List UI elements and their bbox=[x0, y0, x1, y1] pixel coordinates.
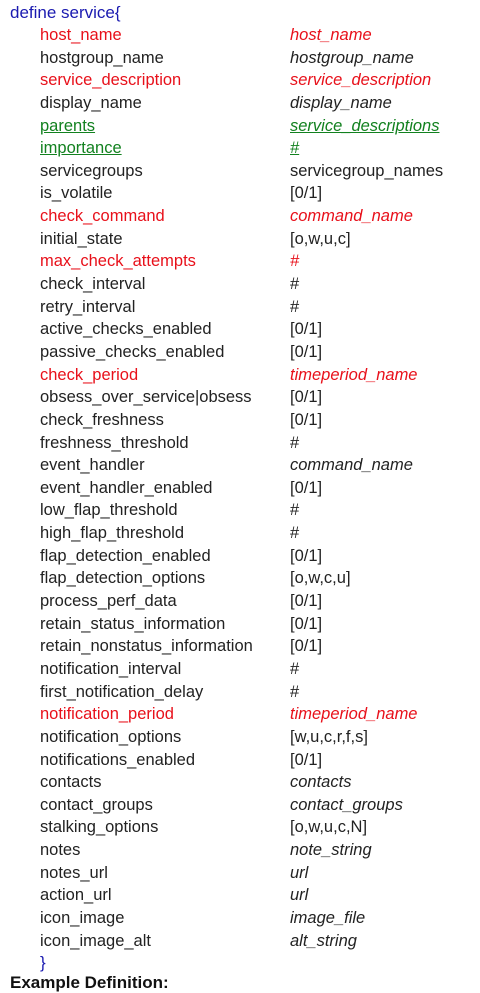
directive-value: url bbox=[290, 863, 309, 882]
directive-name: notes_url bbox=[40, 863, 108, 882]
directive-name[interactable]: parents bbox=[40, 116, 96, 135]
directive-row bbox=[0, 92, 480, 115]
directive-value: [0/1] bbox=[290, 478, 323, 497]
directive-list bbox=[0, 24, 480, 952]
directive-value: # bbox=[290, 682, 300, 701]
directive-row bbox=[0, 137, 480, 160]
directive-row bbox=[0, 318, 480, 341]
directive-name: flap_detection_enabled bbox=[40, 546, 211, 565]
directive-row bbox=[0, 590, 480, 613]
directive-name: display_name bbox=[40, 93, 142, 112]
definition-header: define service{ bbox=[10, 3, 121, 22]
directive-row bbox=[0, 930, 480, 953]
directive-name: check_command bbox=[40, 207, 165, 226]
directive-value: command_name bbox=[290, 456, 413, 475]
directive-row bbox=[0, 794, 480, 817]
directive-name: check_period bbox=[40, 365, 139, 384]
directive-value: # bbox=[290, 659, 300, 678]
example-definition-heading: Example Definition: bbox=[10, 973, 169, 992]
directive-value: timeperiod_name bbox=[290, 705, 418, 724]
directive-name: active_checks_enabled bbox=[40, 320, 212, 339]
directive-row bbox=[0, 499, 480, 522]
directive-value: [w,u,c,r,f,s] bbox=[290, 727, 368, 746]
directive-row bbox=[0, 228, 480, 251]
directive-value: [0/1] bbox=[290, 342, 323, 361]
directive-name: icon_image bbox=[40, 908, 125, 927]
directive-row bbox=[0, 771, 480, 794]
directive-name[interactable]: importance bbox=[40, 139, 122, 158]
directive-value: note_string bbox=[290, 841, 372, 860]
directive-value: # bbox=[290, 501, 300, 520]
directive-value: hostgroup_name bbox=[290, 48, 414, 67]
directive-value: [0/1] bbox=[290, 750, 323, 769]
directive-name: passive_checks_enabled bbox=[40, 342, 225, 361]
directive-row bbox=[0, 250, 480, 273]
directive-value: [0/1] bbox=[290, 637, 323, 656]
directive-row bbox=[0, 907, 480, 930]
directive-name: contacts bbox=[40, 773, 102, 792]
directive-name: freshness_threshold bbox=[40, 433, 189, 452]
directive-row bbox=[0, 182, 480, 205]
directive-name: max_check_attempts bbox=[40, 252, 196, 271]
directive-row bbox=[0, 613, 480, 636]
directive-row bbox=[0, 681, 480, 704]
directive-row bbox=[0, 862, 480, 885]
directive-name: low_flap_threshold bbox=[40, 501, 178, 520]
directive-name: notification_period bbox=[40, 705, 174, 724]
directive-row bbox=[0, 545, 480, 568]
directive-value: image_file bbox=[290, 908, 366, 927]
directive-row bbox=[0, 47, 480, 70]
directive-row bbox=[0, 749, 480, 772]
directive-name: event_handler_enabled bbox=[40, 478, 213, 497]
directive-row bbox=[0, 115, 480, 138]
directive-row bbox=[0, 24, 480, 47]
directive-value: [0/1] bbox=[290, 320, 323, 339]
directive-name: notification_interval bbox=[40, 659, 182, 678]
directive-name: notes bbox=[40, 841, 81, 860]
directive-row bbox=[0, 658, 480, 681]
closing-brace: } bbox=[40, 953, 46, 972]
directive-name: check_interval bbox=[40, 275, 146, 294]
directive-value: service_description bbox=[290, 71, 432, 90]
directive-value: [0/1] bbox=[290, 388, 323, 407]
directive-value[interactable]: service_descriptions bbox=[290, 116, 440, 135]
directive-value: # bbox=[290, 297, 300, 316]
directive-name: contact_groups bbox=[40, 795, 153, 814]
directive-value[interactable]: # bbox=[290, 139, 300, 158]
directive-value: contact_groups bbox=[290, 795, 403, 814]
directive-row bbox=[0, 703, 480, 726]
directive-value: servicegroup_names bbox=[290, 161, 444, 180]
directive-row bbox=[0, 522, 480, 545]
directive-row bbox=[0, 454, 480, 477]
directive-value: [o,w,c,u] bbox=[290, 569, 351, 588]
directive-row bbox=[0, 726, 480, 749]
directive-value: [0/1] bbox=[290, 410, 323, 429]
directive-value: alt_string bbox=[290, 931, 357, 950]
directive-value: [0/1] bbox=[290, 614, 323, 633]
directive-name: service_description bbox=[40, 71, 182, 90]
directive-value: [0/1] bbox=[290, 546, 323, 565]
directive-value: display_name bbox=[290, 93, 392, 112]
directive-value: [0/1] bbox=[290, 592, 323, 611]
directive-value: [o,w,u,c,N] bbox=[290, 818, 368, 837]
directive-value: host_name bbox=[290, 26, 372, 44]
directive-name: first_notification_delay bbox=[40, 682, 204, 701]
directive-value: url bbox=[290, 886, 309, 905]
directive-value: timeperiod_name bbox=[290, 365, 418, 384]
directive-name: process_perf_data bbox=[40, 592, 177, 611]
directive-value: command_name bbox=[290, 207, 413, 226]
directive-row bbox=[0, 567, 480, 590]
directive-value: # bbox=[290, 252, 300, 271]
directive-row bbox=[0, 635, 480, 658]
directive-row bbox=[0, 160, 480, 183]
directive-row bbox=[0, 432, 480, 455]
directive-name: check_freshness bbox=[40, 410, 164, 429]
directive-name: hostgroup_name bbox=[40, 48, 164, 67]
directive-name: icon_image_alt bbox=[40, 931, 151, 950]
directive-row bbox=[0, 386, 480, 409]
directive-row bbox=[0, 477, 480, 500]
directive-name: host_name bbox=[40, 26, 122, 44]
directive-name: servicegroups bbox=[40, 161, 143, 180]
directive-name: is_volatile bbox=[40, 184, 113, 203]
directive-row bbox=[0, 839, 480, 862]
directive-value: # bbox=[290, 275, 300, 294]
directive-row bbox=[0, 884, 480, 907]
directive-row bbox=[0, 341, 480, 364]
directive-row bbox=[0, 816, 480, 839]
directive-name: stalking_options bbox=[40, 818, 159, 837]
directive-name: action_url bbox=[40, 886, 112, 905]
directive-row bbox=[0, 205, 480, 228]
directive-value: contacts bbox=[290, 773, 352, 792]
directive-name: flap_detection_options bbox=[40, 569, 206, 588]
directive-name: retry_interval bbox=[40, 297, 136, 316]
directive-name: notification_options bbox=[40, 727, 182, 746]
directive-name: notifications_enabled bbox=[40, 750, 196, 769]
directive-name: retain_status_information bbox=[40, 614, 226, 633]
directive-value: [0/1] bbox=[290, 184, 323, 203]
directive-value: [o,w,u,c] bbox=[290, 229, 351, 248]
directive-name: initial_state bbox=[40, 229, 123, 248]
directive-row bbox=[0, 273, 480, 296]
directive-name: event_handler bbox=[40, 456, 145, 475]
directive-name: retain_nonstatus_information bbox=[40, 637, 253, 656]
directive-name: high_flap_threshold bbox=[40, 524, 185, 543]
directive-name: obsess_over_service|obsess bbox=[40, 388, 252, 407]
directive-value: # bbox=[290, 524, 300, 543]
directive-row bbox=[0, 409, 480, 432]
directive-row bbox=[0, 296, 480, 319]
directive-row bbox=[0, 69, 480, 92]
directive-row bbox=[0, 364, 480, 387]
directive-value: # bbox=[290, 433, 300, 452]
